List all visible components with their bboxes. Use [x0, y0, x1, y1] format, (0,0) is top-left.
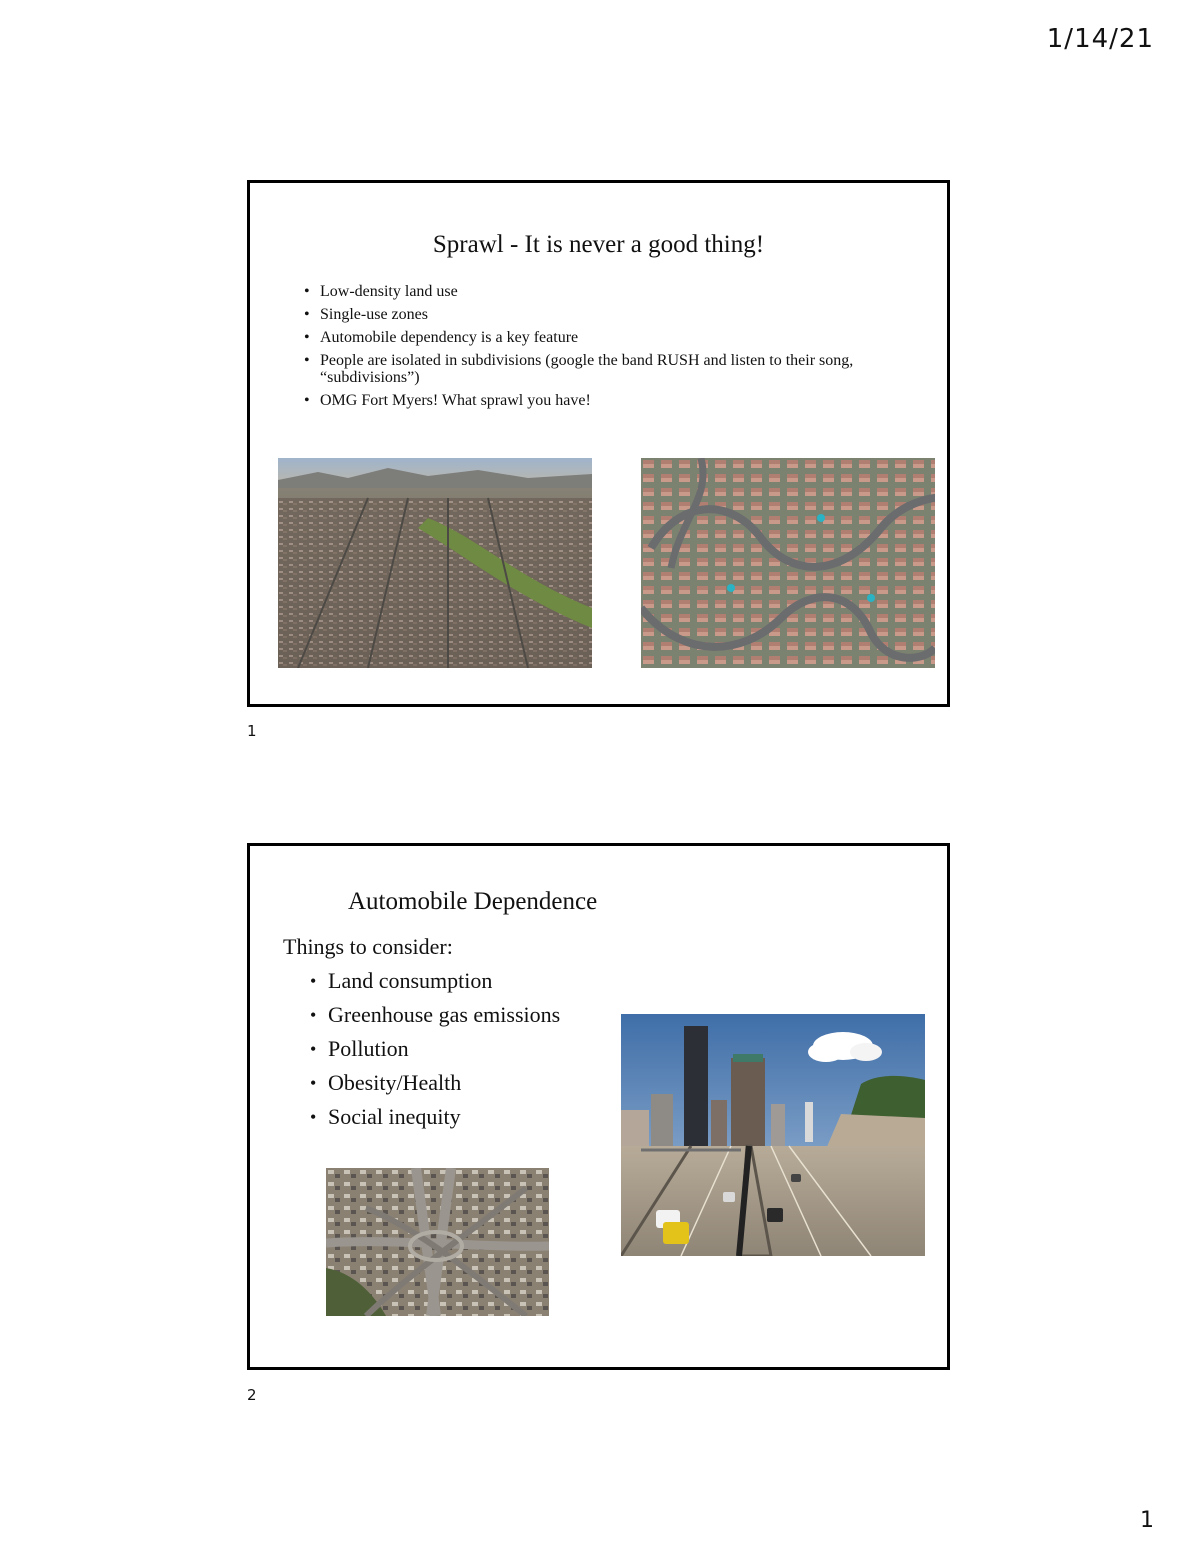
list-item: • Land consumption [310, 968, 560, 994]
slide-2-bullets [310, 968, 560, 1138]
page-number: 1 [1140, 1508, 1154, 1533]
city-freeway-photo [621, 1014, 925, 1256]
list-item: • OMG Fort Myers! What sprawl you have! [302, 392, 902, 409]
subdivision-aerial-photo [641, 458, 935, 668]
highway-interchange-photo [326, 1168, 549, 1316]
list-item: • People are isolated in subdivisions (google the band RUSH and listen to their song, “subdivisions”) [302, 352, 902, 386]
list-item: • Greenhouse gas emissions [310, 1002, 560, 1028]
slide-2-number: 2 [247, 1386, 257, 1404]
list-item: • Pollution [310, 1036, 560, 1062]
list-item: • Automobile dependency is a key feature [302, 329, 902, 346]
slide-1-title: Sprawl - It is never a good thing! [432, 231, 765, 258]
slide-1-bullets [302, 283, 902, 415]
slide-2 [247, 843, 950, 1370]
list-item: • Obesity/Health [310, 1070, 560, 1096]
slide-2-intro: Things to consider: [283, 934, 453, 959]
page-date: 1/14/21 [1046, 24, 1154, 54]
slide-1 [247, 180, 950, 707]
slide-1-number: 1 [247, 722, 257, 740]
aerial-sprawl-photo [278, 458, 592, 668]
list-item: • Low-density land use [302, 283, 902, 300]
slide-2-title: Automobile Dependence [348, 888, 598, 915]
list-item: • Social inequity [310, 1104, 560, 1130]
list-item: • Single-use zones [302, 306, 902, 323]
